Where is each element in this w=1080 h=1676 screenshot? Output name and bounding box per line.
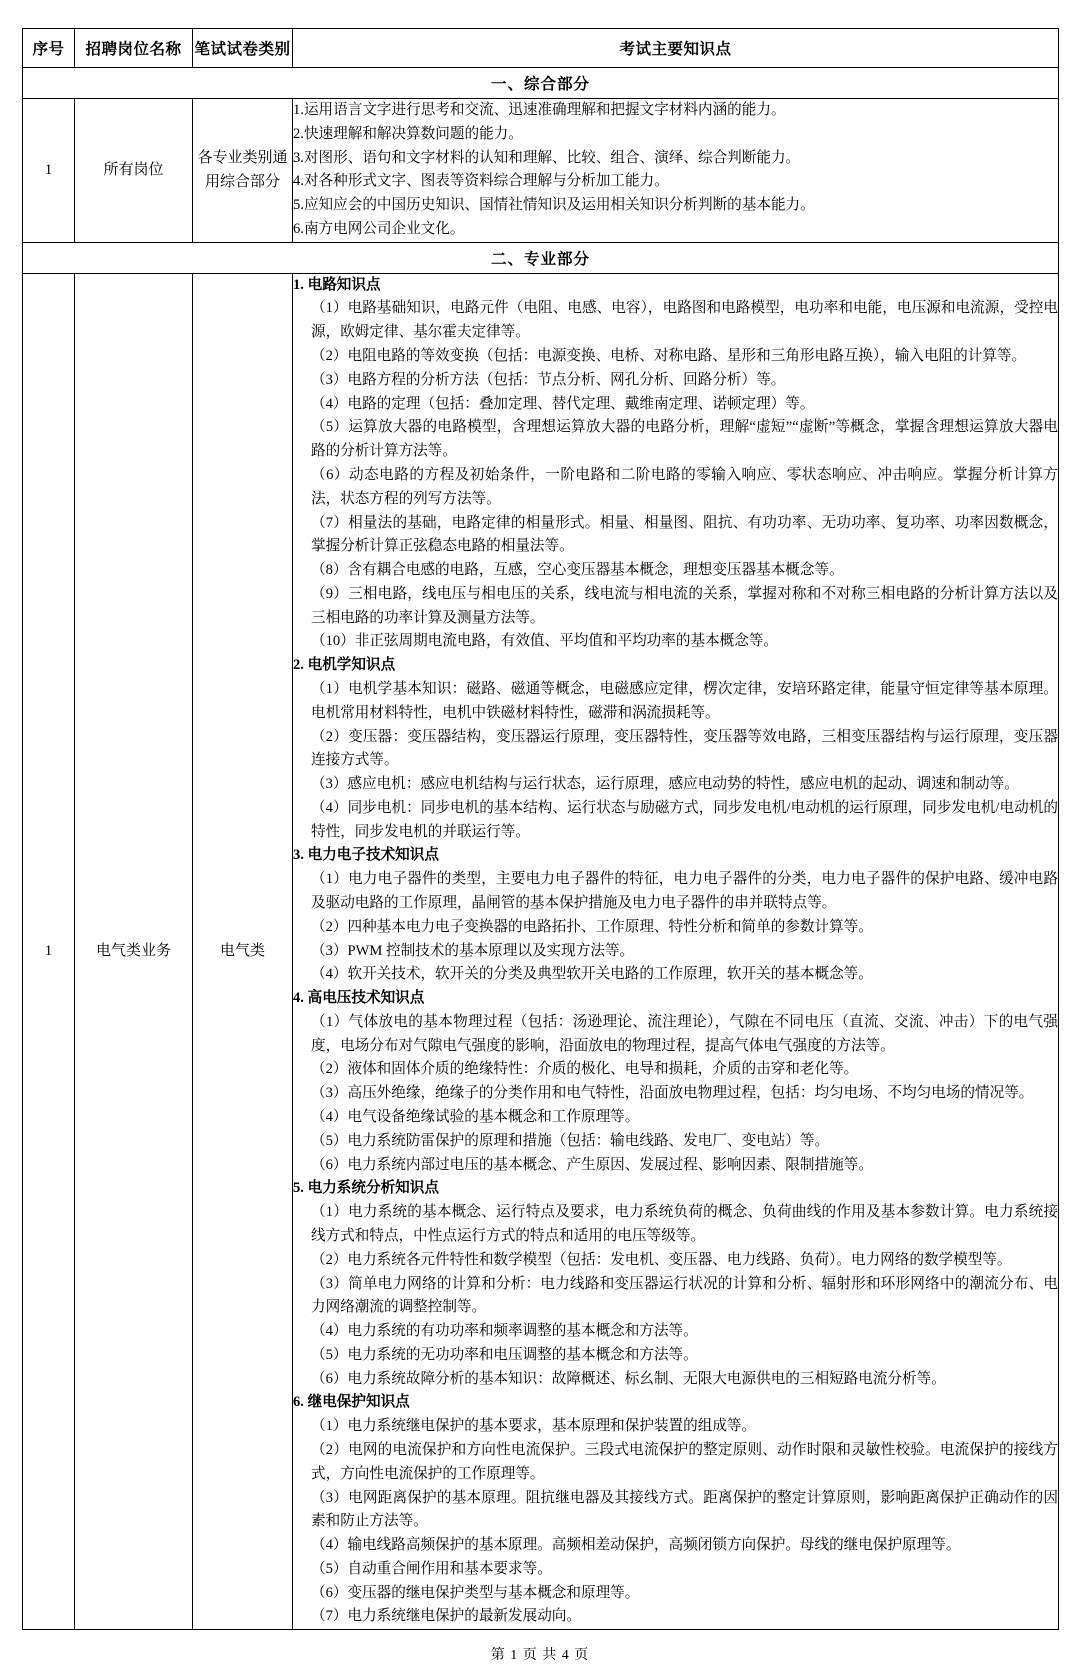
knowledge-line: （5）运算放大器的电路模型，含理想运算放大器的电路分析，理解“虚短”“虚断”等概念，掌握含理想运算放大器电路的分析计算方法等。 bbox=[311, 419, 1058, 460]
column-header-no: 序号 bbox=[23, 29, 75, 68]
section-row-general bbox=[23, 68, 1059, 99]
knowledge-line: （6）电力系统故障分析的基本知识：故障概述、标幺制、无限大电源供电的三相短路电流分析等。 bbox=[311, 1370, 946, 1387]
knowledge-line: （2）电力系统各元件特性和数学模型（包括：发电机、变压器、电力线路、负荷）。电力网络的数学模型等。 bbox=[311, 1251, 1012, 1268]
knowledge-line: （3）PWM 控制技术的基本原理以及实现方法等。 bbox=[311, 942, 635, 959]
knowledge-line: 6.南方电网公司企业文化。 bbox=[293, 220, 465, 237]
knowledge-line: （2）电阻电路的等效变换（包括：电源变换、电桥、对称电路、星形和三角形电路互换），输入电阻的计算等。 bbox=[311, 348, 1027, 365]
knowledge-line: （1）电路基础知识，电路元件（电阻、电感、电容），电路图和电路模型，电功率和电能，电压源和电流源，受控电源，欧姆定律、基尔霍夫定律等。 bbox=[311, 300, 1058, 341]
knowledge-line: （3）简单电力网络的计算和分析：电力线路和变压器运行状况的计算和分析、辐射形和环形网络中的潮流分布、电力网络潮流的调整控制等。 bbox=[311, 1275, 1058, 1316]
column-header-post: 招聘岗位名称 bbox=[75, 29, 193, 68]
knowledge-line: （2）液体和固体介质的绝缘特性：介质的极化、电导和损耗，介质的击穿和老化等。 bbox=[311, 1061, 859, 1078]
row-post-1: 所有岗位 bbox=[75, 99, 193, 243]
exam-knowledge-table bbox=[22, 28, 1059, 1630]
knowledge-line: （7）电力系统继电保护的最新发展动向。 bbox=[311, 1608, 581, 1625]
page-footer: 第 1 页 共 4 页 bbox=[490, 1648, 590, 1664]
knowledge-line: （2）电网的电流保护和方向性电流保护。三段式电流保护的整定原则、动作时限和灵敏性校验。电流保护的接线方式，方向性电流保护的工作原理等。 bbox=[311, 1441, 1058, 1482]
knowledge-line: （5）电力系统防雷保护的原理和措施（包括：输电线路、发电厂、变电站）等。 bbox=[311, 1132, 830, 1149]
row-no-2: 1 bbox=[23, 273, 75, 1630]
knowledge-heading: 3. 电力电子技术知识点 bbox=[293, 847, 439, 864]
knowledge-line: （1）电力电子器件的类型，主要电力电子器件的特征，电力电子器件的分类，电力电子器件的保护电路、缓冲电路及驱动电路的工作原理，晶闸管的基本保护措施及电力电子器件的串并联特点等。 bbox=[311, 871, 1058, 911]
table-header-row bbox=[23, 29, 1059, 68]
knowledge-line: 5.应知应会的中国历史知识、国情社情知识及运用相关知识分析判断的基本能力。 bbox=[293, 197, 815, 214]
knowledge-heading: 6. 继电保护知识点 bbox=[293, 1394, 410, 1411]
knowledge-line: （9）三相电路，线电压与相电压的关系，线电流与相电流的关系，掌握对称和不对称三相电路的分析计算方法以及三相电路的功率计算及测量方法等。 bbox=[311, 585, 1058, 626]
knowledge-line: （1）电力系统继电保护的基本要求，基本原理和保护装置的组成等。 bbox=[311, 1418, 757, 1435]
row-points-1 bbox=[293, 99, 1059, 243]
knowledge-line: 1.运用语言文字进行思考和交流、迅速准确理解和把握文字材料内涵的能力。 bbox=[293, 102, 786, 118]
row-paper-type-2: 电气类 bbox=[193, 273, 293, 1630]
knowledge-line: （10）非正弦周期电流电路，有效值、平均值和平均功率的基本概念等。 bbox=[311, 633, 779, 650]
section-title-professional: 二、专业部分 bbox=[23, 242, 1059, 273]
row-paper-type-1: 各专业类别通用综合部分 bbox=[193, 99, 293, 243]
knowledge-heading: 5. 电力系统分析知识点 bbox=[293, 1180, 439, 1197]
knowledge-line: （4）同步电机：同步电机的基本结构、运行状态与励磁方式，同步发电机/电动机的运行原理，同步发电机/电动机的特性，同步发电机的并联运行等。 bbox=[311, 799, 1058, 840]
knowledge-line: （4）软开关技术，软开关的分类及典型软开关电路的工作原理，软开关的基本概念等。 bbox=[311, 966, 873, 983]
row-points-2 bbox=[293, 273, 1059, 1630]
knowledge-line: （3）电网距离保护的基本原理。阻抗继电器及其接线方式。距离保护的整定计算原则，影响距离保护正确动作的因素和防止方法等。 bbox=[311, 1489, 1058, 1530]
knowledge-line: （4）电力系统的有功功率和频率调整的基本概念和方法等。 bbox=[311, 1323, 698, 1340]
knowledge-line: （2）变压器：变压器结构，变压器运行原理，变压器特性，变压器等效电路，三相变压器结构与运行原理，变压器连接方式等。 bbox=[311, 728, 1058, 769]
knowledge-line: （6）动态电路的方程及初始条件，一阶电路和二阶电路的零输入响应、零状态响应、冲击响应。掌握分析计算方法，状态方程的列写方法等。 bbox=[311, 466, 1058, 507]
knowledge-line: （1）气体放电的基本物理过程（包括：汤逊理论、流注理论），气隙在不同电压（直流、交流、冲击）下的电气强度，电场分布对气隙电气强度的影响，沿面放电的物理过程，提高气体电气强度的方法等。 bbox=[311, 1013, 1058, 1054]
knowledge-line: 2.快速理解和解决算数问题的能力。 bbox=[293, 125, 523, 142]
knowledge-line: （7）相量法的基础，电路定律的相量形式。相量、相量图、阻抗、有功功率、无功功率、复功率、功率因数概念，掌握分析计算正弦稳态电路的相量法等。 bbox=[311, 514, 1058, 555]
section-row-professional bbox=[23, 242, 1059, 273]
knowledge-line: （3）电路方程的分析方法（包括：节点分析、网孔分析、回路分析）等。 bbox=[311, 371, 786, 388]
knowledge-heading: 1. 电路知识点 bbox=[293, 276, 381, 293]
knowledge-heading: 4. 高电压技术知识点 bbox=[293, 990, 425, 1007]
section-title-general: 一、综合部分 bbox=[23, 68, 1059, 99]
table-header bbox=[23, 29, 1059, 68]
knowledge-line: （4）电气设备绝缘试验的基本概念和工作原理等。 bbox=[311, 1109, 640, 1126]
column-header-points: 考试主要知识点 bbox=[293, 29, 1059, 68]
knowledge-line: （6）变压器的继电保护类型与基本概念和原理等。 bbox=[311, 1584, 640, 1601]
knowledge-line: 3.对图形、语句和文字材料的认知和理解、比较、组合、演绎、综合判断能力。 bbox=[293, 149, 801, 166]
table-row bbox=[23, 99, 1059, 243]
knowledge-line: （5）自动重合闸作用和基本要求等。 bbox=[311, 1560, 552, 1577]
row-post-2: 电气类业务 bbox=[75, 273, 193, 1630]
knowledge-line: （5）电力系统的无功功率和电压调整的基本概念和方法等。 bbox=[311, 1346, 698, 1363]
row-no-1: 1 bbox=[23, 99, 75, 243]
knowledge-line: （4）输电线路高频保护的基本原理。高频相差动保护，高频闭锁方向保护。母线的继电保护原理等。 bbox=[311, 1537, 961, 1554]
knowledge-line: （3）高压外绝缘，绝缘子的分类作用和电气特性，沿面放电物理过程，包括：均匀电场、不均匀电场的情况等。 bbox=[311, 1085, 1034, 1102]
column-header-paper-type: 笔试试卷类别 bbox=[193, 29, 293, 68]
knowledge-line: （8）含有耦合电感的电路，互感，空心变压器基本概念，理想变压器基本概念等。 bbox=[311, 562, 844, 579]
table-body bbox=[23, 68, 1059, 1630]
knowledge-line: 4.对各种形式文字、图表等资料综合理解与分析加工能力。 bbox=[293, 173, 669, 190]
knowledge-line: （4）电路的定理（包括：叠加定理、替代定理、戴维南定理、诺顿定理）等。 bbox=[311, 395, 815, 412]
table-row bbox=[23, 273, 1059, 1630]
knowledge-heading: 2. 电机学知识点 bbox=[293, 657, 396, 674]
knowledge-line: （6）电力系统内部过电压的基本概念、产生原因、发展过程、影响因素、限制措施等。 bbox=[311, 1156, 873, 1173]
knowledge-line: （1）电机学基本知识：磁路、磁通等概念，电磁感应定律，楞次定律，安培环路定律，能量守恒定律等基本原理。电机常用材料特性，电机中铁磁材料特性，磁滞和涡流损耗等。 bbox=[311, 680, 1058, 721]
knowledge-line: （3）感应电机：感应电机结构与运行状态，运行原理，感应电动势的特性，感应电机的起动、调速和制动等。 bbox=[311, 776, 1019, 793]
knowledge-line: （1）电力系统的基本概念、运行特点及要求，电力系统负荷的概念、负荷曲线的作用及基本参数计算。电力系统接线方式和特点，中性点运行方式的特点和适用的电压等级等。 bbox=[311, 1204, 1058, 1244]
knowledge-line: （2）四种基本电力电子变换器的电路拓扑、工作原理、特性分析和简单的参数计算等。 bbox=[311, 918, 873, 935]
